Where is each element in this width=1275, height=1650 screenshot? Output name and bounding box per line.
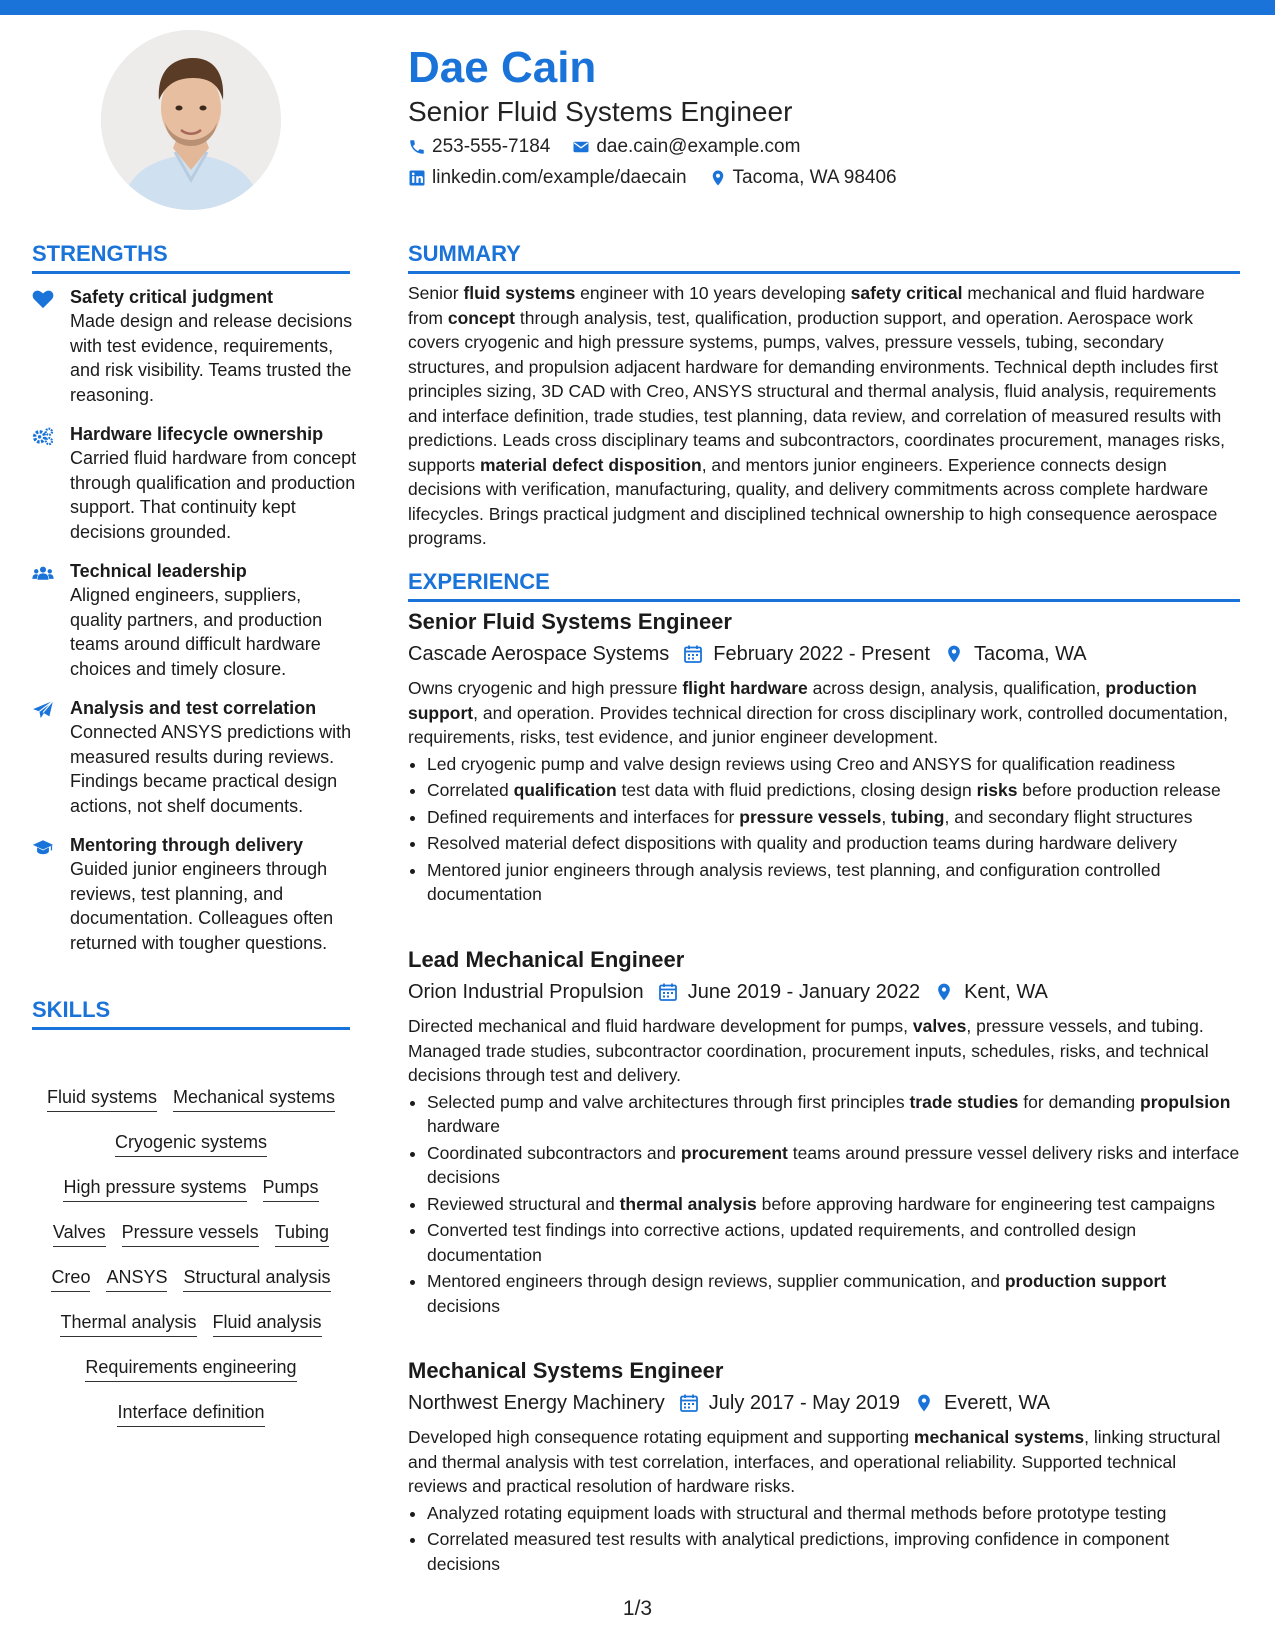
job-company: Cascade Aerospace Systems: [408, 643, 670, 665]
calendar-icon: [679, 1393, 699, 1413]
strength-title: Safety critical judgment: [70, 287, 274, 307]
strength-desc: Carried fluid hardware from concept through qualification and production support. That continuity kept decisions grounded.: [70, 448, 357, 542]
skill-tag: Thermal analysis: [60, 1310, 196, 1337]
emphasis-text: trade studies: [909, 1091, 1019, 1112]
job-bullet: • Selected pump and valve architectures through first principles trade studies for demanding propulsion hardware: [427, 1090, 1240, 1139]
emphasis-text: material defect disposition: [479, 454, 702, 475]
envelope-icon: [572, 138, 590, 156]
strength-item: [32, 833, 357, 955]
skills-row: [32, 1355, 350, 1400]
candidate-name: Dae Cain: [408, 43, 597, 92]
linkedin-text: linkedin.com/example/daecain: [432, 167, 687, 188]
heart-icon: [32, 285, 58, 407]
job-bullets: [408, 752, 1240, 907]
users-icon: [32, 559, 58, 681]
linkedin-icon: [408, 169, 426, 187]
page-number: 1/3: [622, 1597, 653, 1620]
skills-heading: SKILLS: [32, 997, 111, 1022]
job-location: Tacoma, WA: [974, 643, 1087, 665]
strength-desc: Guided junior engineers through reviews, test planning, and documentation. Colleagues often returned with tougher questions.: [70, 859, 334, 953]
strengths-heading: STRENGTHS: [32, 241, 168, 266]
job-location: Everett, WA: [944, 1392, 1050, 1414]
job-entry: [408, 1357, 1240, 1578]
emphasis-text: procurement: [680, 1142, 788, 1163]
map-pin-icon: [914, 1393, 934, 1413]
skill-tag: Pumps: [263, 1175, 319, 1202]
job-bullet: • Mentored junior engineers through analysis reviews, test planning, and configuration controlled documentation: [427, 858, 1240, 907]
skill-tag: Fluid systems: [47, 1085, 157, 1112]
strength-title: Technical leadership: [70, 561, 247, 581]
skill-tag: Tubing: [275, 1220, 329, 1247]
emphasis-text: pressure vessels: [739, 806, 882, 827]
email-text: dae.cain@example.com: [596, 136, 801, 157]
emphasis-text: safety critical: [850, 283, 963, 303]
strength-desc: Made design and release decisions with test evidence, requirements, and risk visibility. Teams trusted the reasoning.: [70, 311, 353, 405]
job-company: Northwest Energy Machinery: [408, 1392, 665, 1414]
job-description: Developed high consequence rotating equipment and supporting mechanical systems, linking structural and thermal analysis with test correlation, interfaces, and operational reliability. Supported technical reviews and practical resolution of hardware risks.: [408, 1427, 1221, 1496]
job-bullet: • Reviewed structural and thermal analysis before approving hardware for engineering test campaigns: [427, 1192, 1240, 1217]
contact-row-2: [408, 165, 897, 191]
emphasis-text: production support: [1004, 1271, 1167, 1291]
job-meta: [408, 978, 1240, 1006]
skill-tag: Valves: [53, 1220, 106, 1247]
emphasis-text: fluid systems: [463, 283, 576, 303]
strength-item: [32, 422, 357, 544]
skill-tag: Creo: [51, 1265, 90, 1292]
location-text: Tacoma, WA 98406: [732, 167, 897, 188]
skills-list: [32, 1085, 350, 1445]
linkedin-item[interactable]: [408, 165, 687, 191]
skill-tag: Interface definition: [117, 1400, 264, 1427]
skills-row: [32, 1265, 350, 1310]
job-bullet: • Correlated qualification test data with fluid predictions, closing design risks before production release: [427, 778, 1240, 803]
paper-plane-icon: [32, 696, 58, 818]
job-dates: July 2017 - May 2019: [708, 1392, 901, 1414]
strength-item: [32, 696, 357, 818]
emphasis-text: flight hardware: [682, 678, 808, 698]
job-bullet: • Defined requirements and interfaces for pressure vessels, tubing, and secondary flight structures: [427, 805, 1240, 830]
strength-title: Hardware lifecycle ownership: [70, 424, 324, 444]
job-bullet: • Converted test findings into corrective actions, updated requirements, and controlled design documentation: [427, 1218, 1240, 1267]
experience-heading: EXPERIENCE: [408, 569, 550, 594]
candidate-title: Senior Fluid Systems Engineer: [408, 96, 793, 127]
emphasis-text: concept: [447, 307, 515, 328]
strength-item: [32, 285, 357, 407]
job-meta: [408, 1389, 1240, 1417]
job-bullet: • Analyzed rotating equipment loads with structural and thermal methods before prototype testing: [427, 1501, 1240, 1526]
skill-tag: Mechanical systems: [173, 1085, 335, 1112]
experience-rule: [408, 599, 1240, 602]
skills-row: [32, 1130, 350, 1175]
phone-text: 253-555-7184: [432, 136, 551, 157]
skill-tag: Pressure vessels: [122, 1220, 259, 1247]
location-item: [709, 165, 897, 191]
skills-rule: [32, 1027, 350, 1030]
summary-text: Senior fluid systems engineer with 10 years developing safety critical mechanical and fluid hardware from concept through analysis, test, qualification, production support, and operation. Aerospace work covers cryogenic and high pressure systems, pumps, valves, pressure vessels, tubing, secondary structures, and propulsion adjacent hardware for demanding environments. Technical depth includes first principles sizing, 3D CAD with Creo, ANSYS structural and thermal analysis, fluid analysis, requirements and interface definition, trade studies, test planning, data review, and correlation of measured results with predictions. Leads cross disciplinary teams and subcontractors, coordinates procurement, manages risks, supports material defect disposition, and mentors junior engineers. Experience connects design decisions with verification, manufacturing, quality, and delivery commitments across complete hardware lifecycles. Brings practical judgment and disciplined technical ownership to high consequence aerospace programs.: [408, 283, 1226, 548]
emphasis-text: mechanical systems: [913, 1427, 1085, 1447]
map-pin-icon: [934, 982, 954, 1002]
job-description: Directed mechanical and fluid hardware development for pumps, valves, pressure vessels, and tubing. Managed trade studies, subcontractor coordination, procurement inputs, schedules, risks, and technical decisions through test and delivery.: [408, 1016, 1209, 1085]
skills-row: [32, 1220, 350, 1265]
job-description: Owns cryogenic and high pressure flight hardware across design, analysis, qualification, production support, and operation. Provides technical direction for cross disciplinary work, controlled documentation, requirements, risks, test evidence, and junior engineer development.: [408, 678, 1228, 747]
emphasis-text: valves: [912, 1016, 967, 1036]
map-pin-icon: [944, 644, 964, 664]
skill-tag: ANSYS: [106, 1265, 167, 1292]
job-title: Senior Fluid Systems Engineer: [408, 609, 732, 634]
graduation-cap-icon: [32, 833, 58, 955]
emphasis-text: qualification: [513, 780, 617, 800]
top-accent-bar: [0, 0, 1275, 15]
job-company: Orion Industrial Propulsion: [408, 981, 644, 1003]
profile-photo: [101, 30, 281, 210]
emphasis-text: thermal analysis: [619, 1193, 757, 1214]
job-bullets: [408, 1090, 1240, 1319]
skill-tag: High pressure systems: [63, 1175, 246, 1202]
skill-tag: Structural analysis: [183, 1265, 330, 1292]
strength-title: Mentoring through delivery: [70, 835, 304, 855]
skill-tag: Requirements engineering: [85, 1355, 296, 1382]
job-bullet: • Correlated measured test results with analytical predictions, improving confidence in component decisions: [427, 1527, 1240, 1576]
calendar-icon: [658, 982, 678, 1002]
emphasis-text: risks: [976, 780, 1018, 800]
job-bullets: [408, 1501, 1240, 1577]
emphasis-text: tubing: [891, 806, 945, 827]
calendar-icon: [683, 644, 703, 664]
emphasis-text: production support: [408, 678, 1197, 723]
skills-row: [32, 1175, 350, 1220]
map-pin-icon: [709, 169, 727, 187]
job-title: Mechanical Systems Engineer: [408, 1358, 724, 1383]
job-meta: [408, 640, 1240, 668]
skills-row: [32, 1400, 350, 1445]
job-dates: February 2022 - Present: [713, 643, 931, 665]
summary-rule: [408, 271, 1240, 274]
skills-row: [32, 1085, 350, 1130]
skill-tag: Cryogenic systems: [115, 1130, 267, 1157]
phone-icon: [408, 138, 426, 156]
job-location: Kent, WA: [964, 981, 1048, 1003]
job-entry: [408, 946, 1240, 1320]
job-entry: [408, 608, 1240, 909]
gears-icon: [32, 422, 58, 544]
emphasis-text: propulsion: [1140, 1091, 1231, 1112]
strengths-rule: [32, 271, 350, 274]
phone-item[interactable]: [408, 134, 550, 160]
job-bullet: • Coordinated subcontractors and procurement teams around pressure vessel delivery risks and interface decisions: [427, 1141, 1240, 1190]
strengths-list: [32, 285, 357, 970]
summary-heading: SUMMARY: [408, 241, 521, 266]
strength-desc: Aligned engineers, suppliers, quality partners, and production teams around difficult hardware choices and timely closure.: [70, 585, 323, 679]
job-bullet: • Resolved material defect dispositions with quality and production teams during hardware delivery: [427, 831, 1240, 856]
strength-desc: Connected ANSYS predictions with measured results during reviews. Findings became practical design actions, not shelf documents.: [70, 722, 352, 816]
strength-title: Analysis and test correlation: [70, 698, 317, 718]
job-dates: June 2019 - January 2022: [687, 981, 921, 1003]
job-title: Lead Mechanical Engineer: [408, 947, 685, 972]
skills-row: [32, 1310, 350, 1355]
strength-item: [32, 559, 357, 681]
contact-row-1: [408, 134, 800, 160]
skill-tag: Fluid analysis: [213, 1310, 322, 1337]
job-bullet: • Mentored engineers through design reviews, supplier communication, and production support decisions: [427, 1269, 1240, 1318]
email-item[interactable]: [572, 134, 800, 160]
job-bullet: • Led cryogenic pump and valve design reviews using Creo and ANSYS for qualification readiness: [427, 752, 1240, 777]
